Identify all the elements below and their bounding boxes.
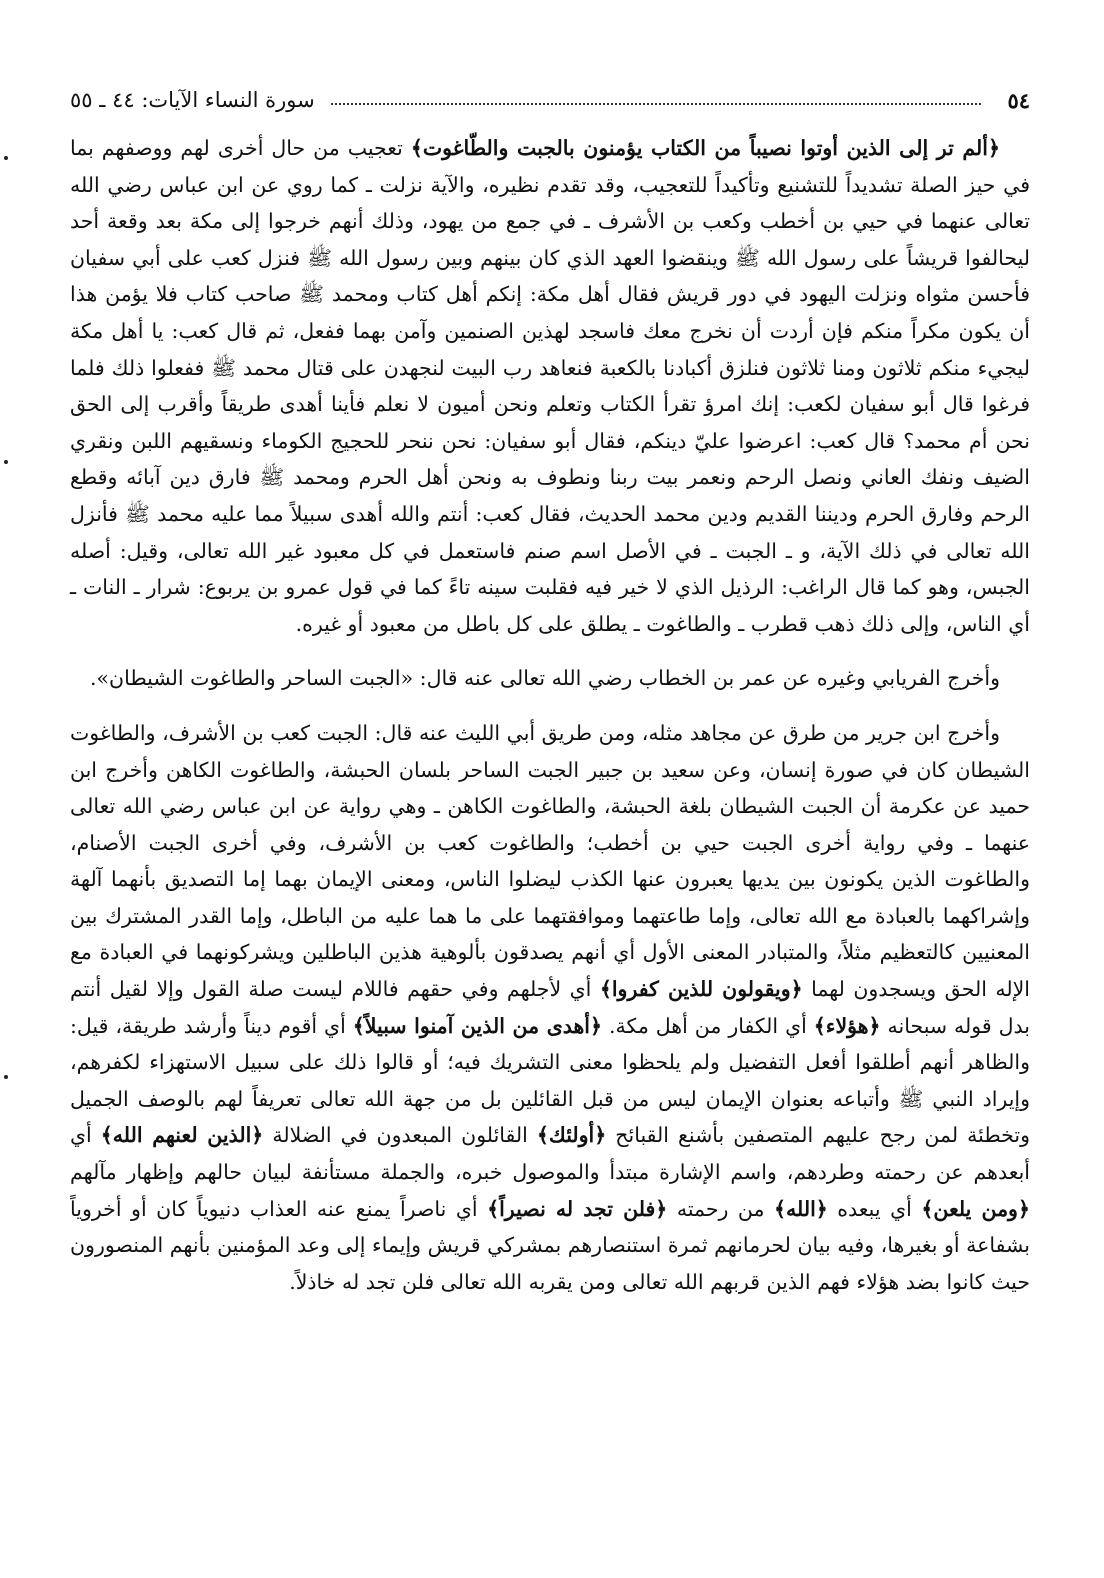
commentary-text: تعجيب من حال أخرى لهم ووصفهم بما في حيز الصلة تشديداً للتشنيع وتأكيداً للتعجيب، وقد تقدم نظيره، والآية نزلت ـ كما روي عن ابن عباس رضي الله تعالى عنهما في حيي بن أخطب وكعب بن الأشرف ـ في جمع من يهود، وذلك أنهم خرجوا إلى مكة بعد وقعة أحد ليحالفوا قريشاً على رسول الله ﷺ وينقضوا العهد الذي كان بينهم وبين رسول الله ﷺ فنزل كعب على أبي سفيان فأحسن مثواه ونزلت اليهود في دور قريش فقال أهل مكة: إنكم أهل كتاب ومحمد ﷺ صاحب كتاب فلا يؤمن هذا أن يكون مكراً منكم فإن أردت أن نخرج معك فاسجد لهذين الصنمين وآمن بهما ففعل، ثم قال كعب: يا أهل مكة ليجيء منكم ثلاثون ومنا ثلاثون فنلزق أكبادنا بالكعبة فنعاهد رب البيت لنجهدن على قتال محمد ﷺ ففعلوا ذلك فلما فرغوا قال أبو سفيان لكعب: إنك امرؤ تقرأ الكتاب وتعلم ونحن أميون لا نعلم فأينا أهدى طريقاً وأقرب إلى الحق نحن أم محمد؟ قال كعب: اعرضوا عليّ دينكم، فقال أبو سفيان: نحن ننحر للحجيج الكوماء ونسقيهم اللبن ونقري الضيف ونفك العاني ونصل الرحم ونعمر بيت ربنا ونطوف به ونحن أهل الحرم ومحمد ﷺ فارق دين آبائه وقطع الرحم وفارق الحرم وديننا القديم ودين محمد الحديث، فقال كعب: أنتم والله أهدى سبيلاً مما عليه محمد ﷺ فأنزل الله تعالى في ذلك الآية، و ـ الجبت ـ في الأصل اسم صنم فاستعمل في كل معبود غير الله تعالى، وقيل: أصله الجبس، وهو كما قال الراغب: الرذيل الذي لا خير فيه فقلبت سينه تاءً كما في قول عمرو بن يربوع: شرار ـ النات ـ أي الناس، وإلى ذلك ذهب قطرب ـ والطاغوت ـ يطلق على كل باطل من معبود أو غيره. <box>70 136 1030 636</box>
book-page <box>70 78 1030 1300</box>
quran-verse-quote: ﴿ومن يلعن﴾ <box>921 1196 1030 1221</box>
quran-verse-quote: ﴿الله﴾ <box>774 1196 828 1221</box>
paragraph <box>70 130 1030 642</box>
commentary-text: أي الكفار من أهل مكة. <box>602 1013 814 1038</box>
commentary-text: أي لأجلهم وفي حقهم فاللام ليست صلة القول وإلا لقيل أنتم بدل قوله سبحانه <box>70 977 1031 1038</box>
quran-verse-quote: ﴿الذين لعنهم الله﴾ <box>100 1123 264 1148</box>
margin-dot <box>4 156 8 160</box>
quran-verse-quote: ﴿فلن تجد له نصيراً﴾ <box>487 1196 668 1221</box>
quran-verse-quote: ﴿ويقولون للذين كفروا﴾ <box>599 977 803 1002</box>
quran-verse-quote: ﴿أولئك﴾ <box>536 1123 607 1148</box>
commentary-text: القائلون المبعدون في الضلالة <box>263 1123 537 1148</box>
quran-verse-quote: ﴿هؤلاء﴾ <box>813 1013 881 1038</box>
commentary-text: أي أقوم ديناً وأرشد طريقة، قيل: والظاهر أنهم أطلقوا أفعل التفضيل ولم يلحظوا معنى التشريك فيه؛ أو قالوا ذلك على سبيل الاستهزاء لكفرهم، وإيراد النبي ﷺ وأتباعه بعنوان الإيمان ليس من قبل القائلين بل من جهة الله تعالى تعريفاً لهم بالوصف الجميل وتخطئة لمن رجح عليهم المتصفين بأشنع القبائح <box>70 1013 1031 1148</box>
commentary-text: وأخرج الفريابي وغيره عن عمر بن الخطاب رضي الله تعالى عنه قال: «الجبت الساحر والطاغوت الشيطان». <box>90 666 1000 691</box>
header-dotted-leader <box>331 103 982 105</box>
margin-dot <box>4 1075 8 1079</box>
margin-dot <box>4 460 8 464</box>
running-header <box>70 78 1030 122</box>
body-text <box>70 130 1030 1300</box>
page-number: ٥٤ <box>1007 87 1030 113</box>
surah-title: سورة النساء الآيات: ٤٤ ـ ٥٥ <box>70 88 315 112</box>
commentary-text: أي أبعدهم عن رحمته وطردهم، واسم الإشارة مبتدأ والموصول خبره، والجملة مستأنفة لبيان حالهم وإظهار مآلهم <box>70 1123 1030 1185</box>
commentary-text: وأخرج ابن جرير من طرق عن مجاهد مثله، ومن طريق أبي الليث عنه قال: الجبت كعب بن الأشرف، والطاغوت الشيطان كان في صورة إنسان، وعن سعيد بن جبير الجبت الساحر بلسان الحبشة، والطاغوت الكاهن وأخرج ابن حميد عن عكرمة أن الجبت الشيطان بلغة الحبشة، والطاغوت الكاهن ـ وهي رواية عن ابن عباس رضي الله تعالى عنهما ـ وفي رواية أخرى الجبت حيي بن أخطب؛ والطاغوت كعب بن الأشرف، وفي أخرى الجبت الأصنام، والطاغوت الذين يكونون بين يديها يعبرون عنها الكذب ليضلوا الناس، ومعنى الإيمان بهما إما التصديق بأنهما آلهة وإشراكهما بالعبادة مع الله تعالى، وإما طاعتهما وموافقتهما على ما هما عليه من الباطل، وإما القدر المشترك بين المعنيين كالتعظيم مثلاً، والمتبادر المعنى الأول أي أنهم يصدقون بألوهية هذين الباطلين ويشركونهما في العبادة مع الإله الحق ويسجدون لهما <box>70 720 1030 1002</box>
quran-verse-quote: ﴿أهدى من الذين آمنوا سبيلاً﴾ <box>352 1013 603 1038</box>
quran-verse-quote: ﴿ألم تر إلى الذين أوتوا نصيباً من الكتاب يؤمنون بالجبت والطّاغوت﴾ <box>410 136 1000 160</box>
paragraph <box>70 715 1030 1301</box>
commentary-text: أي يبعده <box>827 1196 922 1221</box>
paragraph <box>70 660 1030 697</box>
commentary-text: أي ناصراً يمنع عنه العذاب دنيوياً كان أو أخروياً بشفاعة أو بغيرها، وفيه بيان لحرمانهم ثمرة استنصارهم بمشركي قريش وإيماء إلى وعد المؤمنين بأنهم المنصورون حيث كانوا بضد هؤلاء فهم الذين قربهم الله تعالى ومن يقربه الله تعالى فلن تجد له خاذلاً. <box>70 1196 1030 1294</box>
commentary-text: من رحمته <box>667 1196 775 1221</box>
